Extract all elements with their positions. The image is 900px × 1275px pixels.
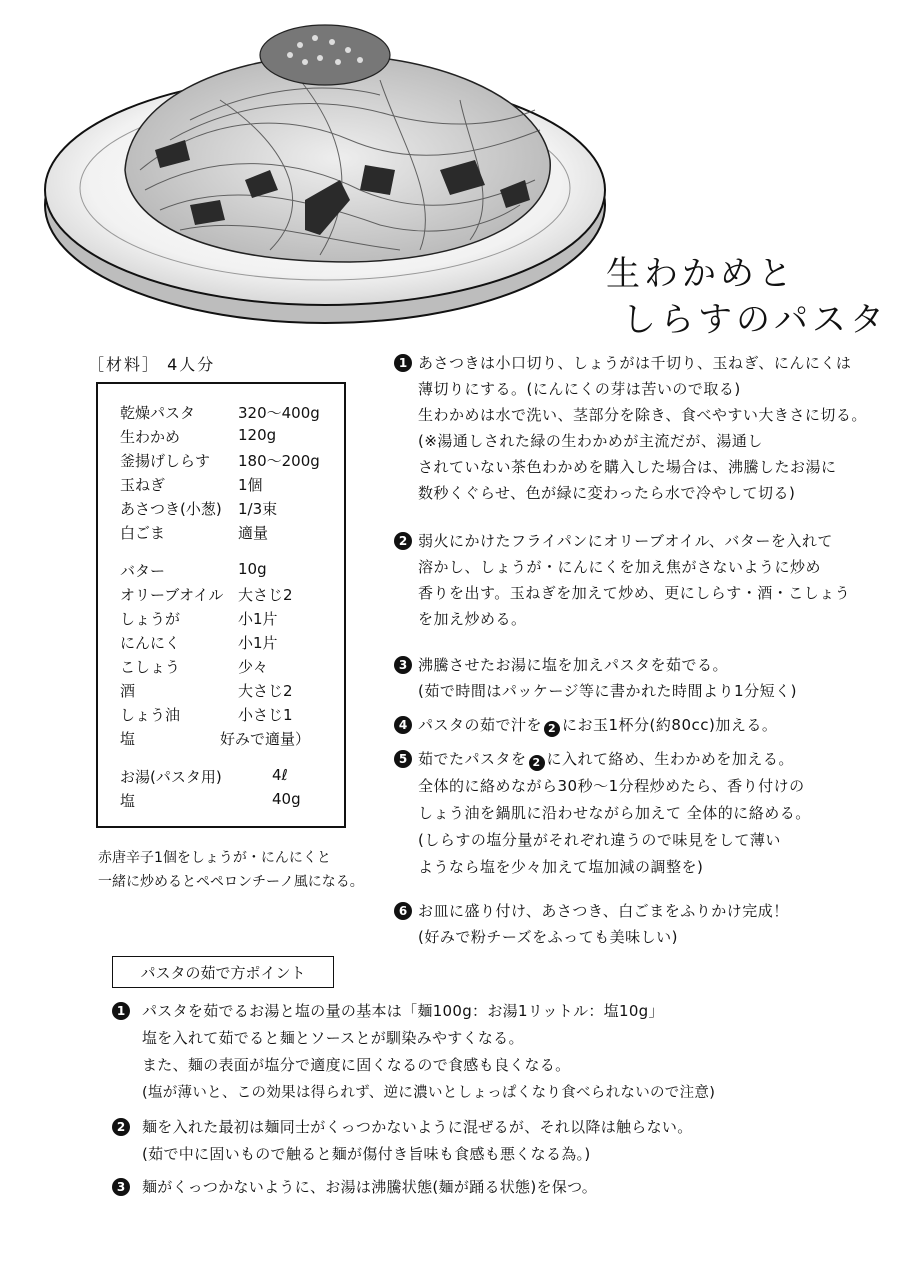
- step-text-line: 薄切りにする。(にんにくの芽は苦いので取る): [418, 380, 741, 398]
- ingredient-qty: 1/3束: [238, 500, 278, 518]
- point-text-line: (茹で中に固いもので触ると麺が傷付き旨味も食感も悪くなる為。): [142, 1145, 591, 1163]
- points-heading-box: パスタの茹で方ポイント: [112, 956, 334, 988]
- step-text-line: あさつきは小口切り、しょうがは千切り、玉ねぎ、にんにくは: [418, 354, 852, 372]
- ingredients-heading: ［材料］ 4人分: [88, 355, 216, 374]
- ingredient-qty: 好みで適量）: [220, 730, 311, 748]
- step-text-line: 香りを出す。玉ねぎを加えて炒め、更にしらす・酒・こしょう: [418, 584, 851, 602]
- ingredient-qty: 120g: [238, 426, 277, 444]
- step-number-badge: 1: [394, 354, 412, 372]
- chili-tip-note: [98, 846, 364, 894]
- step-text-line: (しらすの塩分量がそれぞれ違うので味見をして薄い: [418, 831, 781, 849]
- step-text-line: 全体的に絡めながら30秒～1分程炒めたら、香り付けの: [418, 777, 805, 795]
- ingredient-name: 塩: [120, 792, 136, 810]
- ingredient-qty: 4ℓ: [272, 766, 288, 784]
- ingredient-row: [120, 450, 335, 474]
- ingredients-box: [96, 382, 346, 828]
- step-number-badge: 5: [394, 750, 412, 768]
- step-1: [394, 352, 874, 512]
- ingredient-qty: 小1片: [238, 610, 278, 628]
- ingredient-qty: 320～400g: [238, 404, 320, 422]
- ingredient-name: オリーブオイル: [120, 586, 224, 604]
- point-text-line: また、麺の表面が塩分で適度に固くなるので食感も良くなる。: [142, 1056, 571, 1074]
- step-text-line: お皿に盛り付け、あさつき、白ごまをふりかけ完成！: [418, 902, 789, 920]
- ingredient-row: [120, 680, 335, 704]
- step-text-line: [418, 714, 777, 737]
- step-5: [394, 748, 874, 882]
- step-6: [394, 900, 874, 952]
- step-text-line: ようなら塩を少々加えて塩加減の調整を): [418, 858, 704, 876]
- ingredient-name: 玉ねぎ: [120, 476, 166, 494]
- ingredient-row: [120, 728, 335, 752]
- ingredient-row: [120, 560, 335, 584]
- point-3: [112, 1176, 812, 1202]
- ingredient-row: [120, 426, 335, 450]
- step-number-badge: 4: [394, 716, 412, 734]
- step-number-badge: 6: [394, 902, 412, 920]
- recipe-title-line1: 生わかめと: [606, 254, 796, 294]
- ingredient-row: [120, 522, 335, 546]
- ingredient-qty: 小さじ1: [238, 706, 293, 724]
- ingredient-qty: 適量: [238, 524, 269, 542]
- ingredient-row: [120, 608, 335, 632]
- point-text-line: 塩を入れて茹でると麺とソースとが馴染みやすくなる。: [142, 1029, 524, 1047]
- step-text-line: を加え炒める。: [418, 610, 527, 628]
- step-text-line: (好みで粉チーズをふっても美味しい): [418, 928, 678, 946]
- point-text-line: 麺がくっつかないように、お湯は沸騰状態(麺が踊る状態)を保つ。: [142, 1178, 598, 1196]
- ingredient-name: バター: [120, 562, 166, 580]
- ingredient-name: 塩: [120, 730, 136, 748]
- ingredient-name: しょうが: [120, 610, 181, 628]
- ingredient-name: 釜揚げしらす: [120, 452, 211, 470]
- step-4: [394, 714, 874, 740]
- ingredient-name: 生わかめ: [120, 428, 181, 446]
- step-text-post: に入れて絡め、生わかめを加える。: [546, 750, 794, 768]
- step-text-line: 数秒くぐらせ、色が緑に変わったら水で冷やして切る): [418, 484, 796, 502]
- step-text-line: (※湯通しされた緑の生わかめが主流だが、湯通し: [418, 432, 763, 450]
- ingredient-row: [120, 498, 335, 522]
- ingredient-name: こしょう: [120, 658, 181, 676]
- pasta-plate-illustration: [20, 0, 640, 325]
- point-text-line: パスタを茹でるお湯と塩の量の基本は「麺100g：お湯1リットル：塩10g」: [142, 1002, 664, 1020]
- ingredient-name: お湯(パスタ用): [120, 768, 222, 786]
- step-text-line: 弱火にかけたフライパンにオリーブオイル、バターを入れて: [418, 532, 833, 550]
- step-2: [394, 530, 874, 636]
- step-text-pre: パスタの茹で汁を: [418, 716, 543, 734]
- ingredient-qty: 少々: [238, 658, 269, 676]
- point-number-badge: 1: [112, 1002, 130, 1020]
- ingredient-qty: 180～200g: [238, 452, 320, 470]
- step-3: [394, 654, 874, 706]
- ingredient-row: [120, 766, 335, 790]
- ingredient-row: [120, 790, 335, 814]
- ingredient-qty: 小1片: [238, 634, 278, 652]
- recipe-title-line2: しらすのパスタ: [622, 300, 888, 340]
- point-text-line: (塩が薄いと、この効果は得られず、逆に濃いとしょっぱくなり食べられないので注意): [142, 1085, 716, 1101]
- step-text-line: しょう油を鍋肌に沿わせながら加えて 全体的に絡める。: [418, 804, 811, 822]
- step-number-badge: 2: [394, 532, 412, 550]
- step-text-pre: 茹でたパスタを: [418, 750, 527, 768]
- ingredient-name: 酒: [120, 682, 136, 700]
- point-text-line: 麺を入れた最初は麺同士がくっつかないように混ぜるが、それ以降は触らない。: [142, 1118, 693, 1136]
- step-text-line: 溶かし、しょうが・にんにくを加え焦がさないように炒め: [418, 558, 822, 576]
- ingredient-row: [120, 402, 335, 426]
- step-reference-badge: 2: [529, 755, 545, 771]
- ingredient-row: [120, 656, 335, 680]
- step-number-badge: 3: [394, 656, 412, 674]
- tip-note-line: 一緒に炒めるとペペロンチーノ風になる。: [98, 874, 364, 890]
- ingredient-name: しょう油: [120, 706, 181, 724]
- ingredient-row: [120, 584, 335, 608]
- point-2: [112, 1116, 812, 1170]
- step-text-line: 沸騰させたお湯に塩を加えパスタを茹でる。: [418, 656, 729, 674]
- point-number-badge: 3: [112, 1178, 130, 1196]
- ingredient-qty: 大さじ2: [238, 586, 293, 604]
- ingredient-row: [120, 704, 335, 728]
- step-text-line: [418, 748, 794, 771]
- ingredient-qty: 40g: [272, 790, 301, 808]
- step-text-line: されていない茶色わかめを購入した場合は、沸騰したお湯に: [418, 458, 837, 476]
- ingredient-name: にんにく: [120, 634, 181, 652]
- step-text-post: にお玉1杯分(約80cc)加える。: [562, 716, 778, 734]
- ingredient-row: [120, 474, 335, 498]
- point-1: [112, 1000, 812, 1110]
- ingredient-name: 白ごま: [120, 524, 166, 542]
- ingredient-qty: 1個: [238, 476, 263, 494]
- step-text-line: (茹で時間はパッケージ等に書かれた時間より1分短く): [418, 682, 797, 700]
- point-number-badge: 2: [112, 1118, 130, 1136]
- ingredient-row: [120, 632, 335, 656]
- tip-note-line: 赤唐辛子1個をしょうが・にんにくと: [98, 850, 331, 866]
- ingredient-qty: 10g: [238, 560, 267, 578]
- ingredient-name: 乾燥パスタ: [120, 404, 196, 422]
- step-reference-badge: 2: [544, 721, 560, 737]
- ingredient-qty: 大さじ2: [238, 682, 293, 700]
- ingredient-name: あさつき(小葱): [120, 500, 222, 518]
- step-text-line: 生わかめは水で洗い、茎部分を除き、食べやすい大きさに切る。: [418, 406, 867, 424]
